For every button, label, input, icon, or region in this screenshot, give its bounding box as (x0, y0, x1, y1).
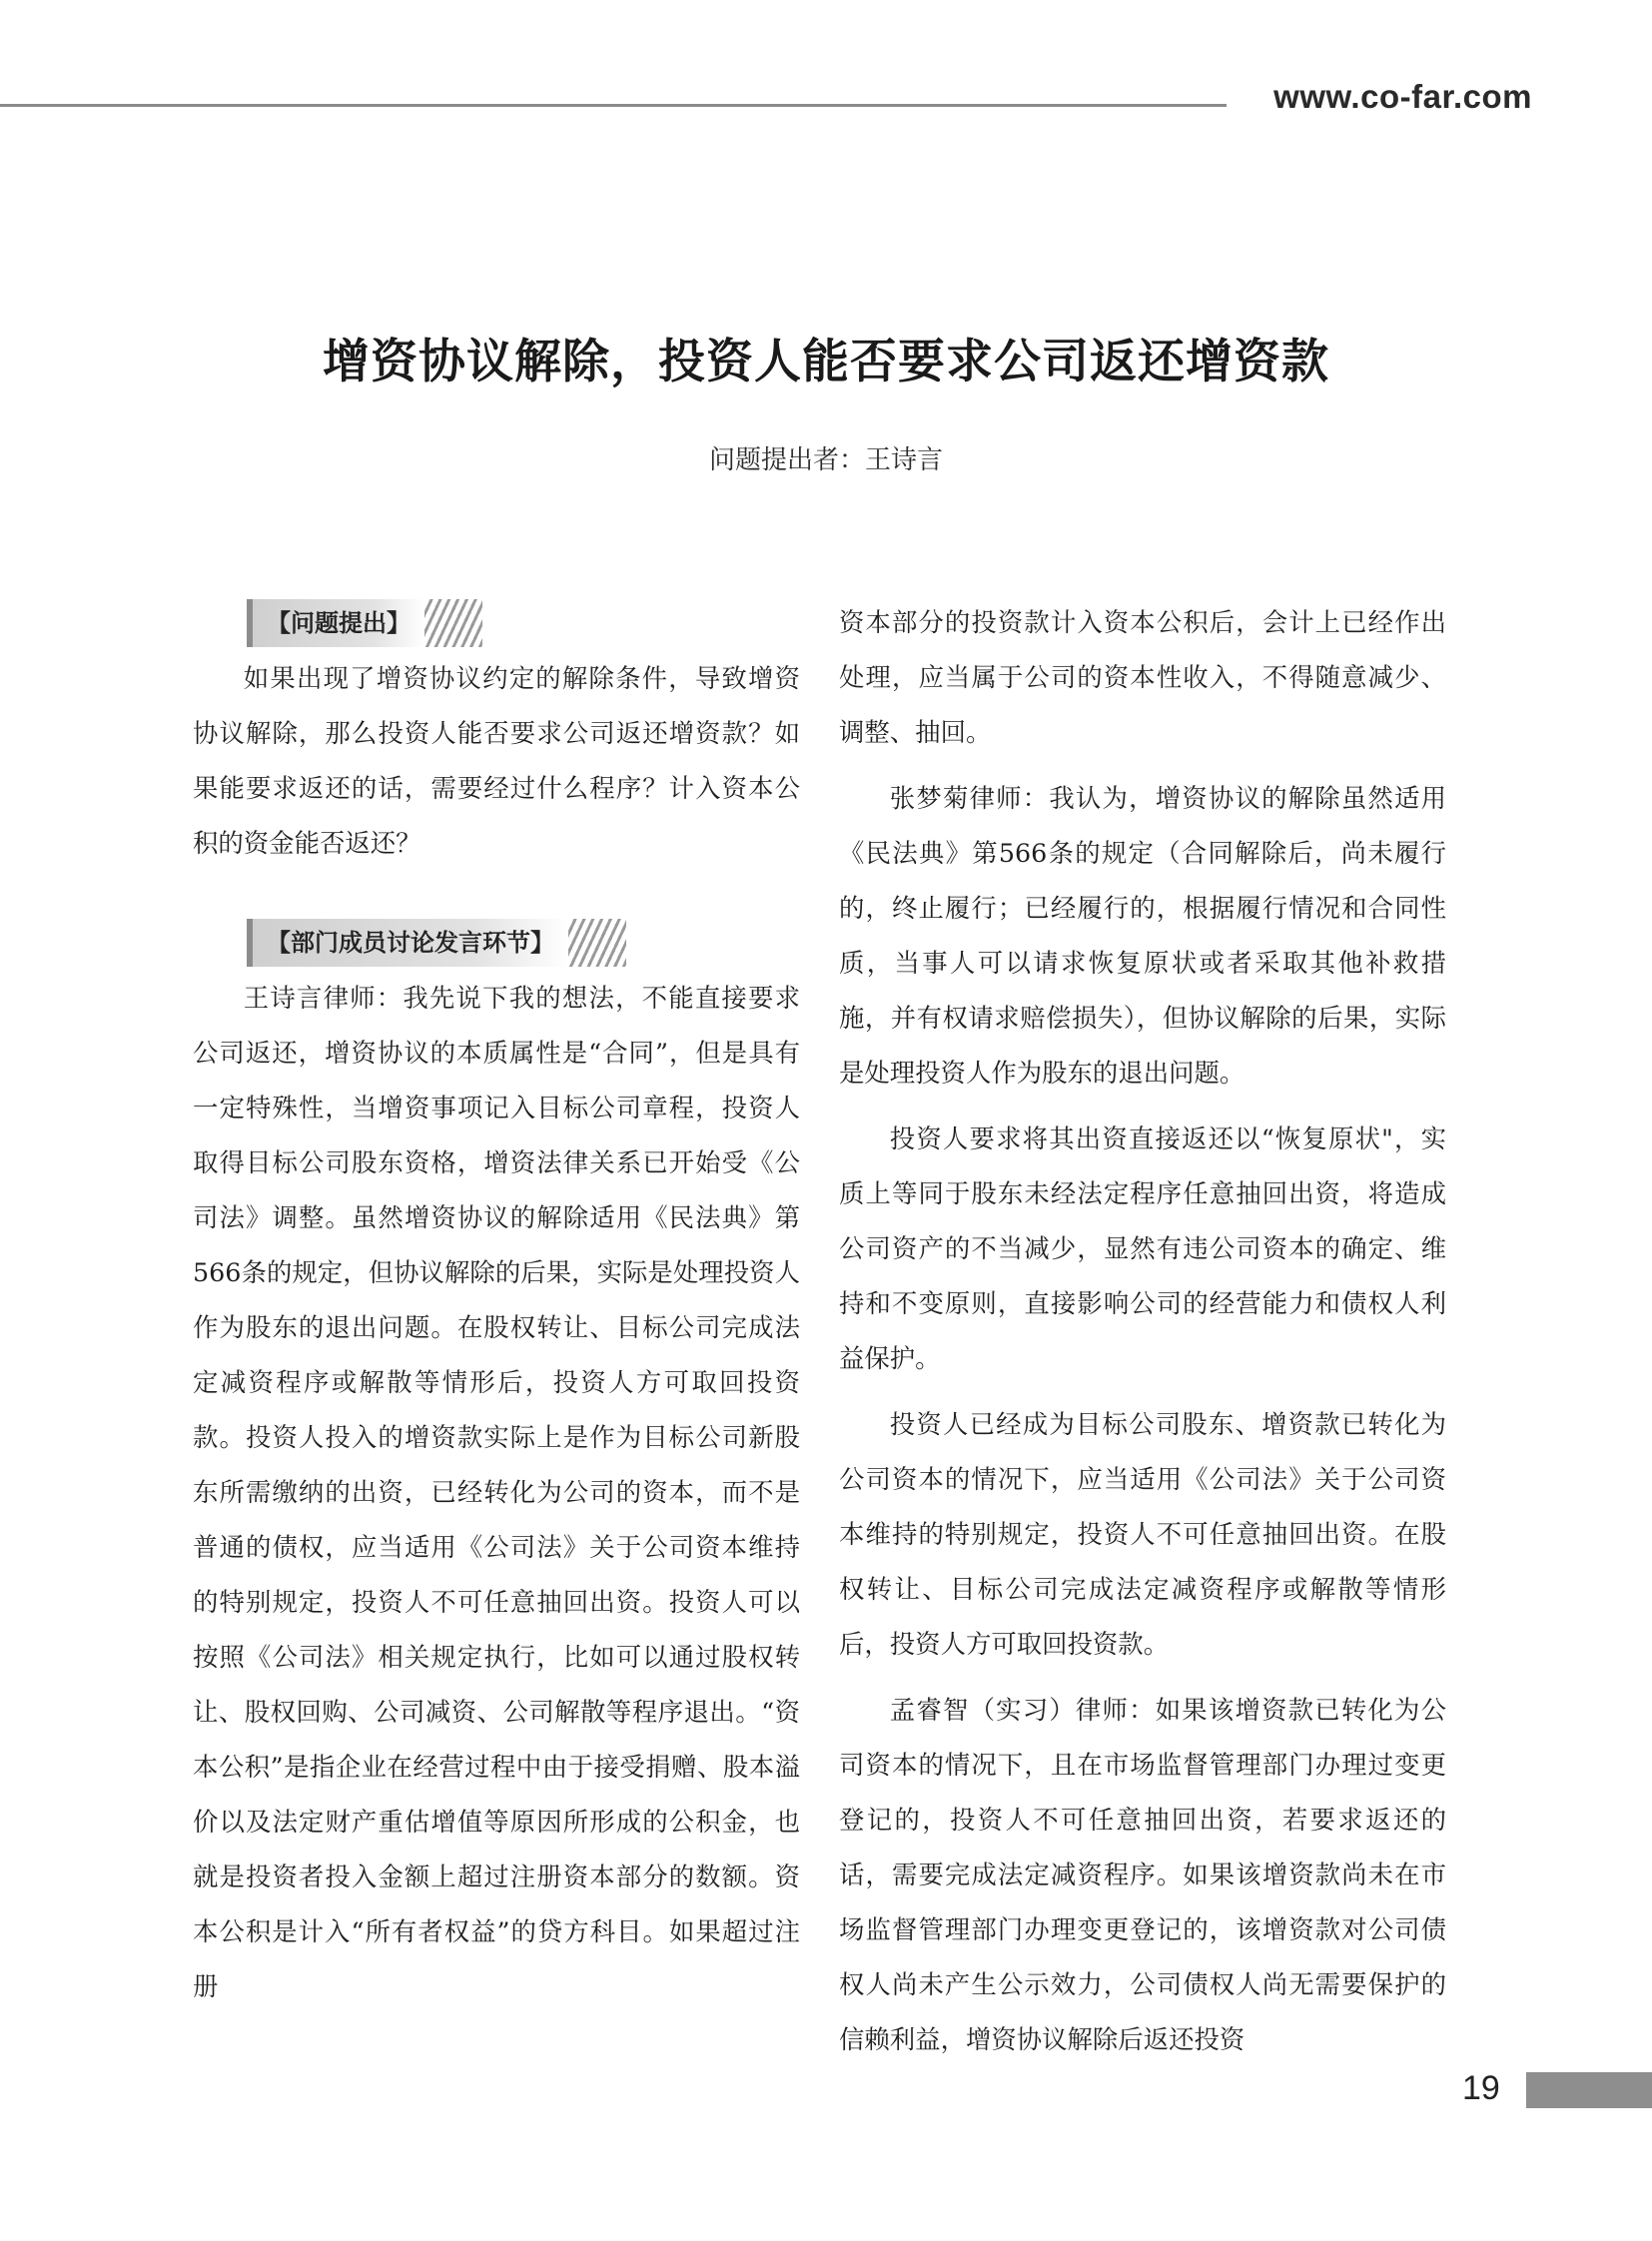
discussion-heading-label: 【部门成员讨论发言环节】 (267, 929, 554, 957)
article-title: 增资协议解除，投资人能否要求公司返还增资款 (323, 335, 1329, 389)
heading-stripes-decoration (424, 599, 482, 647)
paragraph-capital-maintenance: 投资人已经成为目标公司股东、增资款已转化为公司资本的情况下，应当适用《公司法》关于公司资本维持的特别规定，投资人不可任意抽回出资。在股权转让、目标公司完成法定减资程序或解散等情形后，投资人方可取回投资款。 (839, 1409, 1446, 1659)
paragraph-meng: 孟睿智（实习）律师：如果该增资款已转化为公司资本的情况下，且在市场监督管理部门办理过变更登记的，投资人不可任意抽回出资，若要求返还的话，需要完成法定减资程序。如果该增资款尚未在市场监督管理部门办理变更登记的，该增资款对公司债权人尚未产生公示效力，公司债权人尚无需要保护的信赖利益，增资协议解除后返还投资 (839, 1695, 1446, 2054)
paragraph-zhang: 张梦菊律师：我认为，增资协议的解除虽然适用《民法典》第566条的规定（合同解除后，尚未履行的，终止履行；已经履行的，根据履行情况和合同性质，当事人可以请求恢复原状或者采取其他补救措施，并有权请求赔偿损失），但协议解除的后果，实际是处理投资人作为股东的退出问题。 (839, 783, 1446, 1088)
page-number-bar (1526, 2072, 1652, 2108)
site-url: www.co-far.com (1273, 78, 1532, 115)
left-column (193, 595, 800, 2014)
discussion-paragraph-wang: 王诗言律师：我先说下我的想法，不能直接要求公司返还，增资协议的本质属性是“合同”，但是具有一定特殊性，当增资事项记入目标公司章程，投资人取得目标公司股东资格，增资法律关系已开始受《公司法》调整。虽然增资协议的解除适用《民法典》第566条的规定，但协议解除的后果，实际是处理投资人作为股东的退出问题。在股权转让、目标公司完成法定减资程序或解散等情形后，投资人方可取回投资款。投资人投入的增资款实际上是作为目标公司新股东所需缴纳的出资，已经转化为公司的资本，而不是普通的债权，应当适用《公司法》关于公司资本维持的特别规定，投资人不可任意抽回出资。投资人可以按照《公司法》相关规定执行，比如可以通过股权转让、股权回购、公司减资、公司解散等程序退出。“资本公积”是指企业在经营过程中由于接受捐赠、股本溢价以及法定财产重估增值等原因所形成的公积金，也就是投资者投入金额上超过注册资本部分的数额。资本公积是计入“所有者权益”的贷方科目。如果超过注册 (193, 983, 800, 2001)
question-heading-label: 【问题提出】 (267, 609, 411, 637)
question-paragraph: 如果出现了增资协议约定的解除条件，导致增资协议解除，那么投资人能否要求公司返还增资款？如果能要求返还的话，需要经过什么程序？计入资本公积的资金能否返还？ (193, 663, 800, 858)
paragraph-continued: 资本部分的投资款计入资本公积后，会计上已经作出处理，应当属于公司的资本性收入，不得随意减少、调整、抽回。 (839, 607, 1446, 747)
article-byline: 问题提出者：王诗言 (708, 445, 943, 475)
discussion-heading (247, 919, 568, 967)
page-number: 19 (1462, 2069, 1500, 2107)
header-rule (0, 104, 1227, 107)
right-column (839, 595, 1446, 2067)
question-heading (247, 599, 424, 647)
paragraph-restitution: 投资人要求将其出资直接返还以“恢复原状"，实质上等同于股东未经法定程序任意抽回出资，将造成公司资产的不当减少，显然有违公司资本的确定、维持和不变原则，直接影响公司的经营能力和债权人利益保护。 (839, 1123, 1446, 1373)
heading-stripes-decoration (568, 919, 626, 967)
